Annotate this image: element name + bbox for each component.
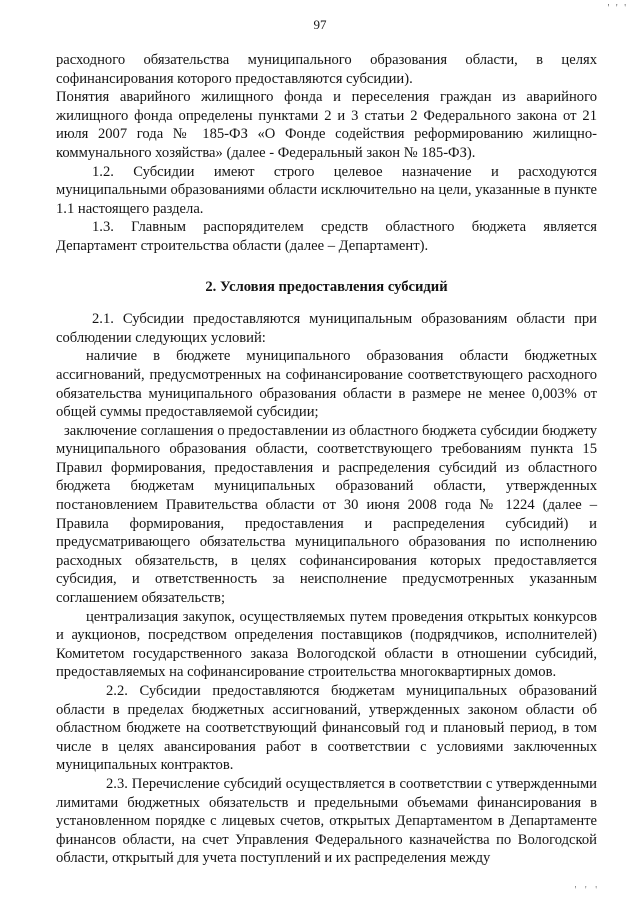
paragraph-definitions: Понятия аварийного жилищного фонда и переселения граждан из аварийного жилищного фонда определены пунктами 2 и 3 статьи 2 Федерального закона от 21 июля 2007 года № 185-ФЗ «О Фонде содействия реформированию жилищно-коммунального хозяйства» (далее - Федеральный закон № 185-ФЗ). [56,89,597,161]
page-number: 97 [313,17,327,32]
paragraph-1-2: 1.2. Субсидии имеют строго целевое назначение и расходуются муниципальными образованиями области исключительно на цели, указанные в пункте 1.1 настоящего раздела. [56,163,597,217]
paragraph-2-2: 2.2. Субсидии предоставляются бюджетам муниципальных образований области в пределах бюджетных ассигнований, утвержденных законом области об областном бюджете на соответствующий финансовый год и плановый период, в том числе в целях авансирования работ в соответствии с условиями заключенных муниципальных контрактов. [56,683,597,774]
paragraph-1-3: 1.3. Главным распорядителем средств областного бюджета является Департамент строительства области (далее – Департамент). [56,219,597,254]
paragraph-continuation: расходного обязательства муниципального образования области, в целях софинансирования которого предоставляются субсидии). [56,52,597,87]
section-title: 2. Условия предоставления субсидий [205,278,448,295]
condition-agreement: заключение соглашения о предоставлении из областного бюджета субсидии бюджету муниципального образования области, соответствующего требованиям пункта 15 Правил формирования, предоставления и распределения субсидий из областного бюджета бюджетам муниципальных образований области, утвержденных постановлением Правительства области от 30 июня 2008 года № 1224 (далее – Правила формирования, предоставления и распределения субсидий) и предусматривающего обязательства муниципального образования по исполнению расходных обязательств, в целях софинансирования которых предоставляется субсидия, и ответственность за неисполнение предусмотренных указанным соглашением обязательств; [56,422,597,607]
document-body [56,51,597,868]
condition-budget: наличие в бюджете муниципального образования области бюджетных ассигнований, предусмотренных на софинансирование соответствующего расходного обязательства муниципального образования области в размере не менее 0,003% от общей суммы предоставляемой субсидии; [56,348,597,421]
condition-procurement: централизация закупок, осуществляемых путем проведения открытых конкурсов и аукционов, посредством определения поставщиков (подрядчиков, исполнителей) Комитетом государственного заказа Вологодской области в отношении субсидий, предоставляемых на софинансирование строительства многоквартирных домов. [56,608,597,681]
paragraph-2-3: 2.3. Перечисление субсидий осуществляется в соответствии с утвержденными лимитами бюджетных обязательств и предельными объемами финансирования в установленном порядке с лицевых счетов, открытых Департаментом в Департаменте финансов области, на счет Управления Федерального казначейства по Вологодской области, открытый для учета поступлений и их распределения между [56,775,597,867]
bottom-scan-mark: ' ' ' [574,885,600,897]
top-scan-mark: ' ' ' [607,3,628,14]
paragraph-2-1: 2.1. Субсидии предоставляются муниципальным образованиям области при соблюдении следующих условий: [56,311,597,346]
